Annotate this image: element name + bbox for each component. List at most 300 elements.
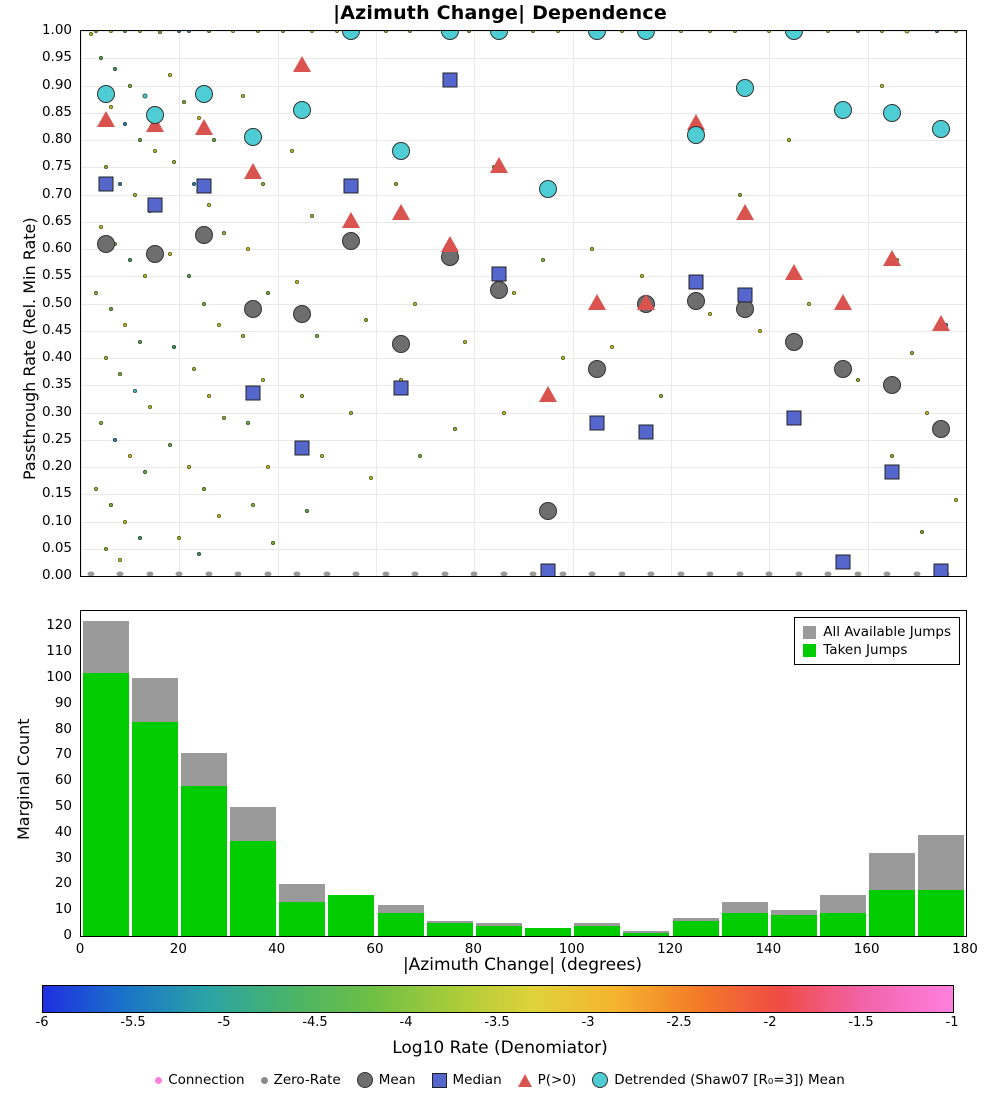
- connection-point: [315, 334, 319, 338]
- marker-legend-label: Median: [452, 1072, 502, 1088]
- series-point-detrended-shaw07-r0-3-mean: [883, 104, 901, 122]
- connection-point: [620, 30, 624, 33]
- marker-legend-label: Mean: [378, 1072, 416, 1088]
- gridline: [81, 222, 966, 223]
- series-point-mean: [146, 245, 164, 263]
- series-point-median: [737, 288, 752, 303]
- bar-taken: [328, 895, 374, 936]
- series-point-median: [541, 563, 556, 577]
- connection-point: [128, 84, 132, 88]
- zero-rate-point: [559, 572, 566, 577]
- x-tick: 100: [558, 941, 585, 957]
- histogram-legend: [794, 617, 960, 665]
- series-point-p-0: [637, 294, 655, 310]
- gridline: [81, 494, 966, 495]
- series-point-mean: [392, 335, 410, 353]
- connection-point: [142, 94, 147, 99]
- zero-rate-point: [176, 572, 183, 577]
- series-point-detrended-shaw07-r0-3-mean: [392, 142, 410, 160]
- connection-point: [168, 443, 172, 447]
- bar-taken: [279, 902, 325, 936]
- x-tick: 80: [464, 941, 482, 957]
- gridline: [81, 576, 966, 577]
- page-title: |Azimuth Change| Dependence: [333, 2, 667, 24]
- connection-point: [512, 291, 516, 295]
- series-point-detrended-shaw07-r0-3-mean: [293, 101, 311, 119]
- connection-point: [113, 438, 117, 442]
- histogram-y-tick: 110: [46, 643, 72, 660]
- series-point-median: [393, 380, 408, 395]
- gridline: [868, 31, 869, 576]
- connection-point: [738, 193, 742, 197]
- series-point-mean: [687, 292, 705, 310]
- zero-rate-point: [205, 572, 212, 577]
- marker-legend-item: [518, 1072, 577, 1088]
- connection-point: [335, 30, 339, 33]
- connection-point: [925, 411, 929, 415]
- zero-rate-point: [146, 572, 153, 577]
- bar-taken: [132, 722, 178, 936]
- connection-point: [310, 214, 314, 218]
- connection-point: [99, 421, 103, 425]
- bar-taken: [181, 786, 227, 936]
- histogram-y-tick: 100: [46, 669, 72, 686]
- marker-legend-item: [357, 1072, 416, 1088]
- connection-point: [541, 258, 545, 262]
- gridline: [81, 195, 966, 196]
- scatter-y-tick: 0.35: [41, 376, 72, 393]
- connection-point: [231, 30, 235, 33]
- histogram-y-tick: 120: [46, 617, 72, 634]
- histogram-y-axis-label: Marginal Count: [14, 718, 33, 840]
- zero-rate-point: [353, 572, 360, 577]
- series-point-median: [295, 440, 310, 455]
- series-point-mean: [539, 502, 557, 520]
- gridline: [81, 413, 966, 414]
- series-point-detrended-shaw07-r0-3-mean: [637, 30, 655, 40]
- connection-point: [104, 165, 108, 169]
- x-tick: 120: [657, 941, 683, 957]
- connection-point: [659, 394, 663, 398]
- connection-point: [890, 454, 894, 458]
- series-point-median: [836, 555, 851, 570]
- colorbar-tick: -4: [399, 1015, 413, 1030]
- series-point-mean: [244, 300, 262, 318]
- connection-point: [261, 378, 265, 382]
- connection-point: [187, 465, 191, 469]
- series-point-p-0: [97, 111, 115, 127]
- connection-point: [217, 323, 221, 327]
- connection-point: [679, 30, 683, 33]
- series-point-detrended-shaw07-r0-3-mean: [834, 101, 852, 119]
- series-point-detrended-shaw07-r0-3-mean: [736, 79, 754, 97]
- connection-point: [905, 30, 910, 34]
- connection-point: [168, 73, 172, 77]
- connection-point: [590, 247, 594, 251]
- connection-point: [182, 100, 186, 104]
- colorbar-tick: -1.5: [848, 1015, 874, 1030]
- series-point-p-0: [342, 212, 360, 228]
- histogram-y-tick: 20: [54, 875, 72, 892]
- series-point-p-0: [392, 204, 410, 220]
- connection-point: [158, 30, 162, 34]
- legend-label: All Available Jumps: [823, 624, 951, 640]
- bar-taken: [83, 673, 129, 936]
- scatter-y-tick: 0.30: [41, 403, 72, 420]
- series-point-mean: [342, 232, 360, 250]
- histogram-y-tick: 30: [54, 849, 72, 866]
- connection-point: [266, 291, 270, 295]
- gridline: [966, 31, 967, 576]
- legend-swatch: [803, 626, 816, 639]
- connection-point: [954, 498, 958, 502]
- colorbar: [42, 985, 954, 1013]
- connection-point: [172, 160, 176, 164]
- zero-rate-point: [677, 572, 684, 577]
- bar-taken: [918, 890, 964, 936]
- colorbar-tick: -1: [945, 1015, 959, 1030]
- connection-point: [349, 411, 353, 415]
- series-point-median: [590, 416, 605, 431]
- zero-rate-point: [854, 572, 861, 577]
- connection-point: [222, 416, 226, 420]
- connection-point: [172, 345, 176, 349]
- connection-point: [109, 105, 113, 109]
- scatter-y-tick: 0.00: [41, 567, 72, 583]
- gridline: [81, 31, 966, 32]
- connection-point: [123, 323, 127, 327]
- connection-point: [856, 30, 860, 33]
- connection-point: [109, 30, 113, 33]
- zero-rate-point: [264, 572, 271, 577]
- series-point-mean: [883, 376, 901, 394]
- scatter-y-tick: 0.25: [41, 430, 72, 447]
- bar-taken: [820, 913, 866, 936]
- gridline: [278, 31, 279, 576]
- connection-point: [610, 345, 614, 349]
- connection-point: [99, 56, 103, 60]
- triangle-marker-icon: [518, 1074, 532, 1087]
- connection-point: [138, 340, 142, 344]
- scatter-y-tick: 0.60: [41, 240, 72, 256]
- histogram-y-tick: 90: [54, 694, 72, 711]
- connection-point: [413, 302, 417, 306]
- series-point-median: [344, 179, 359, 194]
- histogram-y-tick: 60: [54, 772, 72, 789]
- histogram-y-tick: 50: [54, 798, 72, 815]
- series-point-median: [147, 198, 162, 213]
- connection-point: [197, 552, 201, 556]
- bar-taken: [623, 933, 669, 936]
- series-point-p-0: [785, 264, 803, 280]
- connection-point: [320, 454, 324, 458]
- zero-rate-point: [766, 572, 773, 577]
- connection-point: [758, 329, 762, 333]
- gridline: [474, 31, 475, 576]
- connection-point: [113, 67, 117, 71]
- connection-point: [364, 318, 368, 322]
- circle-marker-icon: [592, 1072, 608, 1088]
- scatter-y-tick: 0.95: [41, 49, 72, 66]
- scatter-y-tick: 0.50: [41, 294, 72, 311]
- connection-point: [300, 394, 304, 398]
- connection-point: [394, 182, 398, 186]
- connection-point: [305, 509, 309, 513]
- series-point-median: [688, 274, 703, 289]
- connection-point: [241, 334, 245, 338]
- connection-point: [118, 558, 122, 562]
- marker-legend-label: Zero-Rate: [273, 1072, 341, 1088]
- scatter-y-tick: 0.10: [41, 512, 72, 529]
- series-point-p-0: [932, 315, 950, 331]
- series-point-detrended-shaw07-r0-3-mean: [588, 30, 606, 40]
- marker-legend-label: Detrended (Shaw07 [R₀=3]) Mean: [614, 1072, 845, 1088]
- zero-rate-point: [618, 572, 625, 577]
- marker-legend-item: [592, 1072, 845, 1088]
- connection-point: [89, 32, 93, 36]
- series-point-p-0: [490, 157, 508, 173]
- gridline: [81, 86, 966, 87]
- zero-rate-point: [884, 572, 891, 577]
- connection-point: [118, 372, 122, 376]
- connection-point: [920, 530, 924, 534]
- connection-point: [133, 193, 137, 197]
- series-point-p-0: [736, 204, 754, 220]
- connection-point: [222, 231, 226, 235]
- series-point-detrended-shaw07-r0-3-mean: [539, 180, 557, 198]
- colorbar-tick: -5.5: [120, 1015, 146, 1030]
- bar-taken: [427, 923, 473, 936]
- connection-point: [369, 476, 373, 480]
- connection-point: [202, 302, 206, 306]
- legend-item: [803, 623, 951, 641]
- gridline: [81, 167, 966, 168]
- histogram-y-tick: 10: [54, 901, 72, 918]
- scatter-y-tick: 0.85: [41, 103, 72, 120]
- legend-label: Taken Jumps: [823, 642, 908, 658]
- series-point-median: [196, 179, 211, 194]
- colorbar-tick: -3.5: [484, 1015, 510, 1030]
- connection-point: [187, 274, 191, 278]
- colorbar-tick: -3: [581, 1015, 595, 1030]
- connection-point: [99, 225, 103, 229]
- dot-marker-icon: [261, 1077, 268, 1084]
- colorbar-tick: -2: [763, 1015, 777, 1030]
- connection-point: [408, 30, 412, 33]
- series-point-median: [491, 266, 506, 281]
- connection-point: [153, 149, 157, 153]
- zero-rate-point: [235, 572, 242, 577]
- connection-point: [138, 30, 142, 33]
- gridline: [376, 31, 377, 576]
- gridline: [81, 113, 966, 114]
- series-point-p-0: [244, 163, 262, 179]
- marker-legend-label: P(>0): [537, 1072, 577, 1088]
- connection-point: [418, 454, 422, 458]
- gridline: [81, 58, 966, 59]
- scatter-y-tick: 0.40: [41, 349, 72, 365]
- zero-rate-point: [471, 572, 478, 577]
- series-point-p-0: [539, 386, 557, 402]
- connection-point: [880, 30, 884, 33]
- marker-legend-label: Connection: [168, 1072, 245, 1088]
- x-tick: 40: [268, 941, 286, 957]
- gridline: [573, 31, 574, 576]
- series-point-detrended-shaw07-r0-3-mean: [342, 30, 360, 40]
- connection-point: [241, 94, 245, 98]
- gridline: [81, 249, 966, 250]
- connection-point: [133, 389, 137, 393]
- histogram-plot: [80, 610, 967, 937]
- zero-rate-point: [500, 572, 507, 577]
- connection-point: [246, 421, 250, 425]
- series-point-detrended-shaw07-r0-3-mean: [146, 106, 164, 124]
- series-point-mean: [932, 420, 950, 438]
- bar-taken: [230, 841, 276, 936]
- series-point-mean: [195, 226, 213, 244]
- connection-point: [290, 149, 294, 153]
- zero-rate-point: [707, 572, 714, 577]
- connection-point: [109, 307, 113, 311]
- scatter-y-tick: 0.05: [41, 539, 72, 556]
- marker-legend-item: [261, 1072, 341, 1088]
- colorbar-tick: -6: [35, 1015, 49, 1030]
- scatter-plot: [80, 30, 967, 577]
- bar-taken: [378, 913, 424, 936]
- series-point-detrended-shaw07-r0-3-mean: [97, 85, 115, 103]
- scatter-y-tick: 0.65: [41, 212, 72, 229]
- series-point-p-0: [195, 119, 213, 135]
- connection-point: [207, 30, 211, 33]
- connection-point: [94, 487, 98, 491]
- scatter-y-tick: 0.15: [41, 485, 72, 502]
- connection-point: [807, 302, 811, 306]
- series-point-p-0: [883, 250, 901, 266]
- connection-point: [767, 30, 771, 33]
- bar-taken: [869, 890, 915, 936]
- series-point-p-0: [588, 294, 606, 310]
- gridline: [81, 467, 966, 468]
- connection-point: [168, 252, 172, 256]
- connection-point: [143, 470, 147, 474]
- scatter-y-tick: 0.90: [41, 76, 72, 93]
- colorbar-tick: -5: [217, 1015, 231, 1030]
- connection-point: [177, 30, 181, 33]
- series-point-mean: [834, 360, 852, 378]
- connection-point: [217, 514, 221, 518]
- series-point-median: [639, 424, 654, 439]
- connection-point: [266, 465, 270, 469]
- gridline: [179, 31, 180, 576]
- connection-point: [708, 30, 712, 33]
- connection-point: [207, 203, 211, 207]
- connection-point: [212, 138, 216, 142]
- bar-taken: [574, 926, 620, 936]
- series-point-detrended-shaw07-r0-3-mean: [490, 30, 508, 40]
- gridline: [769, 31, 770, 576]
- dot-marker-icon: [155, 1077, 162, 1084]
- x-axis-label: |Azimuth Change| (degrees): [402, 955, 643, 975]
- connection-point: [384, 30, 388, 33]
- connection-point: [556, 30, 560, 33]
- connection-point: [123, 30, 127, 33]
- x-tick: 60: [366, 941, 384, 957]
- zero-rate-point: [117, 572, 124, 577]
- x-tick: 180: [952, 941, 978, 957]
- connection-point: [295, 280, 299, 284]
- connection-point: [94, 291, 98, 295]
- series-point-mean: [490, 281, 508, 299]
- legend-item: [803, 641, 951, 659]
- connection-point: [733, 30, 737, 33]
- connection-point: [787, 138, 791, 142]
- marker-legend-item: [432, 1072, 502, 1088]
- legend-swatch: [803, 644, 816, 657]
- connection-point: [310, 30, 314, 33]
- connection-point: [880, 84, 884, 88]
- bar-taken: [673, 921, 719, 936]
- bar-taken: [476, 926, 522, 936]
- series-point-mean: [97, 235, 115, 253]
- gridline: [81, 440, 966, 441]
- gridline: [81, 358, 966, 359]
- connection-point: [281, 30, 285, 33]
- colorbar-label: Log10 Rate (Denomiator): [392, 1038, 608, 1058]
- zero-rate-point: [648, 572, 655, 577]
- scatter-y-tick: 0.80: [41, 131, 72, 147]
- connection-point: [910, 351, 914, 355]
- connection-point: [187, 30, 191, 33]
- connection-point: [94, 30, 98, 33]
- series-point-mean: [785, 333, 803, 351]
- colorbar-tick: -2.5: [666, 1015, 692, 1030]
- histogram-y-tick: 40: [54, 823, 72, 840]
- series-point-median: [442, 73, 457, 88]
- connection-point: [467, 30, 471, 33]
- bar-taken: [771, 915, 817, 936]
- series-point-mean: [293, 305, 311, 323]
- series-point-detrended-shaw07-r0-3-mean: [687, 126, 705, 144]
- zero-rate-point: [87, 572, 94, 577]
- connection-point: [531, 30, 535, 33]
- gridline: [81, 31, 82, 576]
- connection-point: [502, 411, 506, 415]
- scatter-y-tick: 0.45: [41, 321, 72, 338]
- x-tick: 140: [755, 941, 782, 957]
- scatter-y-tick: 1.00: [41, 22, 72, 38]
- zero-rate-point: [736, 572, 743, 577]
- connection-point: [561, 356, 565, 360]
- connection-point: [463, 340, 467, 344]
- histogram-y-tick: 0: [63, 927, 72, 943]
- connection-point: [128, 454, 132, 458]
- connection-point: [104, 547, 108, 551]
- gridline: [671, 31, 672, 576]
- series-point-detrended-shaw07-r0-3-mean: [932, 120, 950, 138]
- connection-point: [177, 536, 181, 540]
- connection-point: [202, 487, 206, 491]
- connection-point: [123, 520, 127, 524]
- histogram-y-tick: 70: [54, 746, 72, 763]
- series-point-median: [98, 176, 113, 191]
- connection-point: [935, 30, 939, 33]
- connection-point: [138, 138, 142, 142]
- x-tick: 160: [853, 941, 880, 957]
- colorbar-tick: -4.5: [302, 1015, 328, 1030]
- series-point-p-0: [293, 56, 311, 72]
- gridline: [81, 385, 966, 386]
- histogram-y-tick: 80: [54, 720, 72, 737]
